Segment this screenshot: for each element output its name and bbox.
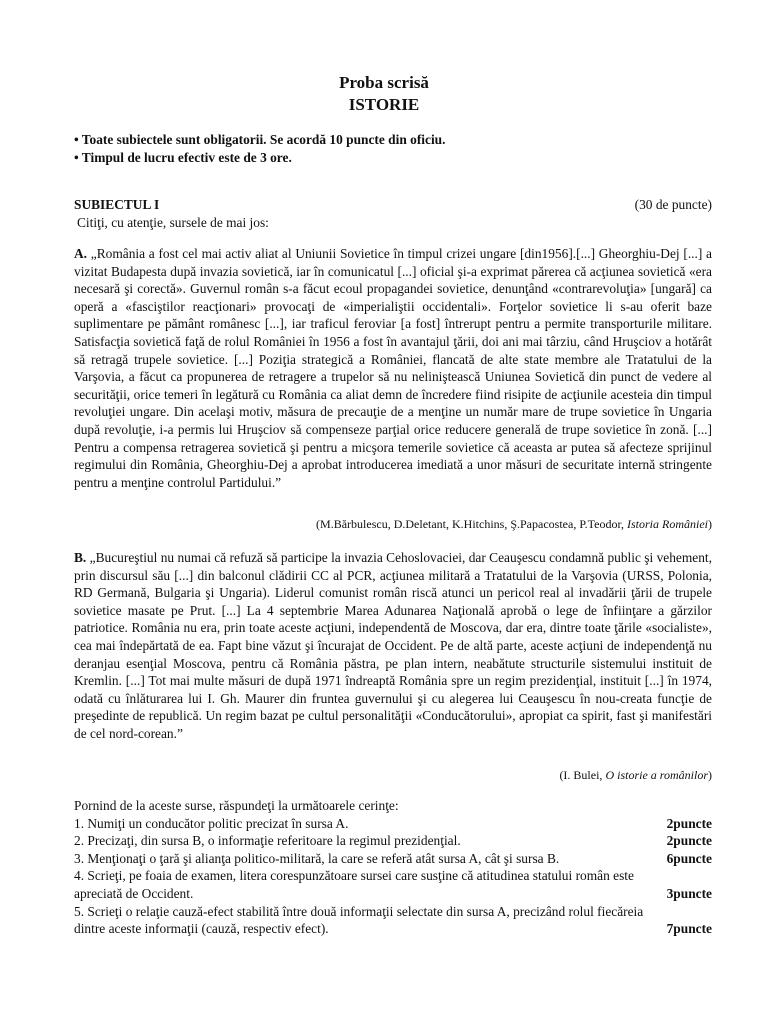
page-title: Proba scrisă [339,73,429,92]
source-b [74,549,712,743]
subject-points: (30 de puncte) [634,197,712,212]
question-text: 3. Menţionaţi o ţară şi alianţa politico-militară, la care se referă atât sursa A, cât şi sursa B. [74,850,560,866]
source-a-citation [316,516,712,534]
question-item [74,832,712,850]
questions-section [74,797,712,938]
question-text: 1. Numiţi un conducător politic precizat în sursa A. [74,815,349,831]
source-b-text: „Bucureştiul nu numai că refuză să participe la invazia Cehoslovaciei, dar Ceauşescu condamnă public şi vehement, prin discursul său [...] din balconul clădirii CC al PCR, acţiunea militară a Tratatului de la Varşovia (URSS, Polonia, RD Germană, Bulgaria şi Ungaria). Liderul comunist român riscă atunci un pericol real al invadării ţării de trupele sovietice masate pe Prut. [...] La 4 septembrie Marea Adunarea Naţională aprobă o lege de înfiinţare a gărzilor patriotice. România nu era, prin toate aceste acţiuni, independentă de Moscova, dar era, dintre toate ţările «socialiste», cea mai îndepărtată de ea. Fapt bine văzut şi încurajat de Occident. Pe de altă parte, aceste acţiuni de independenţă nu deranjau esenţial Moscova, pentru că România păstra, pe plan intern, neabătute structurile sistemului instituit de Kremlin. [...] Tot mai multe măsuri de după 1971 îndreaptă România spre un regim prezidenţial, instituit [...] în 1974, odată cu înlăturarea lui I. Gh. Maurer din fruntea guvernului şi cu alegerea lui Ceauşescu în nou-creata funcţie de preşedinte de republică. Un regim bazat pe cultul personalităţii «Conducătorului», apropiat ca spirit, fast şi manifestări de cel nord-corean.” [74,550,712,741]
source-a-cite-authors: (M.Bărbulescu, D.Deletant, K.Hitchins, Ş.Papacostea, P.Teodor, [316,517,627,531]
questions-intro: Pornind de la aceste surse, răspundeţi la următoarele cerinţe: [74,798,399,813]
question-item [74,903,712,938]
question-points: 7puncte [666,921,712,937]
subject-label: SUBIECTUL I [74,197,160,212]
subject-header [74,196,712,214]
question-points: 2puncte [666,833,712,849]
question-points: 2puncte [666,815,712,831]
rule-line: • Toate subiectele sunt obligatorii. Se acordă 10 puncte din oficiu. [74,132,446,147]
source-b-cite-end: ) [708,768,712,782]
title-block [0,72,768,116]
rule-line: • Timpul de lucru efectiv este de 3 ore. [74,149,292,165]
source-b-letter: B. [74,550,87,565]
question-text: 5. Scrieţi o relaţie cauză-efect stabilită între două informaţii selectate din sursa A, precizând rolul fiecăreia dintre aceste informaţii (cauză, respectiv efect). [74,903,644,937]
source-a-cite-end: ) [708,517,712,531]
source-a-letter: A. [74,246,88,261]
page-subtitle: ISTORIE [348,95,420,114]
subject-section [74,196,712,232]
question-text: 4. Scrieţi, pe foaia de examen, litera corespunzătoare sursei care susţine că atitudinea statului român este apreciată de Occident. [74,868,634,901]
question-points: 6puncte [666,850,712,866]
question-text: 2. Precizaţi, din sursa B, o informaţie referitoare la regimul prezidenţial. [74,833,461,849]
source-a [74,245,712,491]
source-a-text: „România a fost cel mai activ aliat al Uniunii Sovietice în timpul crizei ungare [din1956].[...] Gheorghiu-Dej [...] a vizitat Budapesta după invazia sovietică, iar în comunicatul [...] oficial şi-a exprimat părerea că acţiunea sovietică «era necesară şi corectă». Guvernul român s-a făcut ecoul propagandei sovietice, denunţând «contrarevoluţia» [ungară] ca operă a «fasciştilor reacţionari» provocaţi de «imperialiştii occidentali». Forţelor sovietice li s-au oferit baze suplimentare pe pământ românesc [...], iar traficul feroviar [a fost] întrerupt pentru a permite transporturile militare. Satisfacţia sovietică faţă de rolul României în 1956 a fost în avantajul ţării, doi ani mai târziu, când Hruşciov a hotărât să retragă trupele sovietice. [...] Poziţia strategică a României, flancată de alte state membre ale Tratatului de la Varşovia, a făcut ca propunerea de retragere a trupelor să nu neliniştească Uniunea Sovietică din punct de vedere al securităţii, orice temeri în legătură cu România ca aliat demn de încredere fiind risipite de acţiunile acesteia din timpul revoluţiei ungare. Din acelaşi motiv, măsura de precauţie de a menţine un număr mare de trupe sovietice în Ungaria după revoluţie, i-a permis lui Hruşciov să compenseze parţial orice reducere generală de trupe sovietice în zonă. [...] Pentru a compensa retragerea sovietică şi pentru a micşora temerile sovietice că aceasta ar putea să afecteze sprijinul regimului din România, Gheorghiu-Dej a aprobat introducerea imediată a unor măsuri de securitate internă stringente pentru a menţine controlul Partidului.” [74,246,712,490]
subject-intro: Citiţi, cu atenţie, sursele de mai jos: [77,215,269,230]
question-item [74,850,712,868]
source-a-cite-title: Istoria României [627,517,708,531]
question-points: 3puncte [666,885,712,901]
question-item [74,815,712,833]
question-item [74,867,712,902]
source-b-cite-title: O istorie a românilor [605,768,708,782]
source-b-cite-authors: (I. Bulei, [559,768,606,782]
source-b-citation [559,767,712,785]
exam-rules [74,131,714,166]
